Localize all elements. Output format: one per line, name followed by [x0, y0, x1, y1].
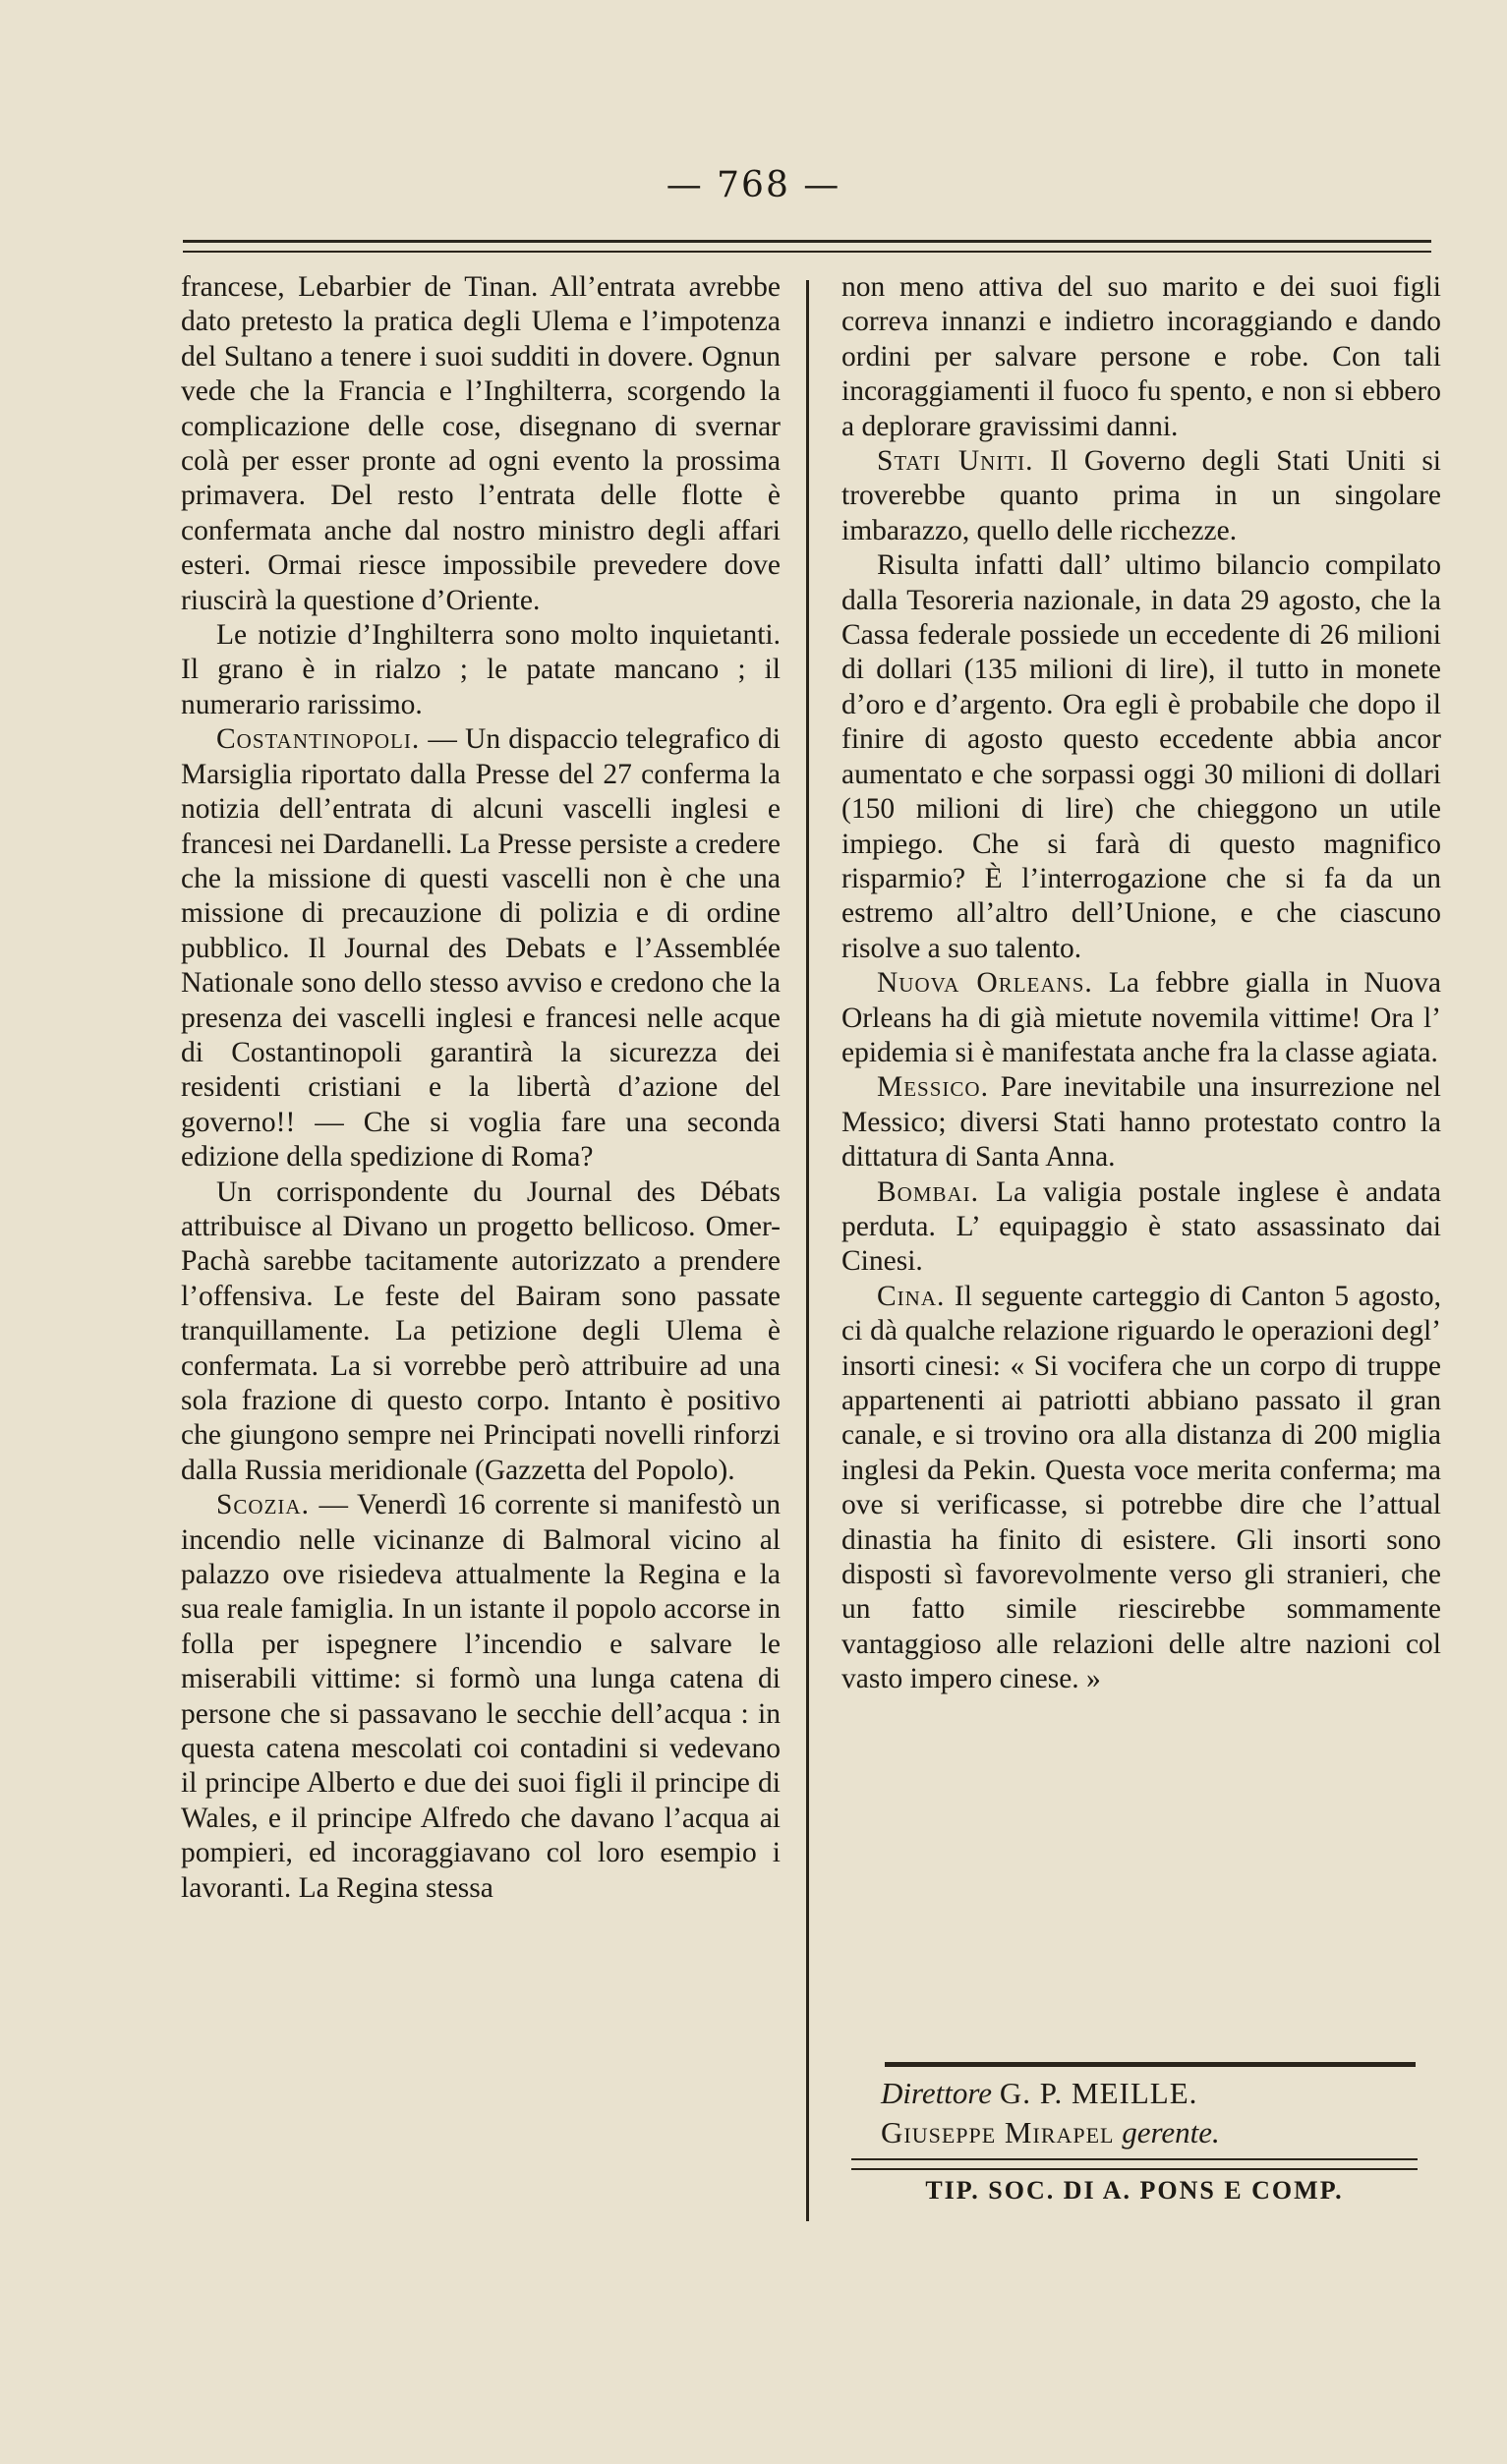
- paragraph-text: Le notizie d’Inghilterra sono molto inquietanti. Il grano è in rialzo ; le patate mancano ; il numerario rarissimo.: [181, 619, 781, 720]
- section-heading: Messico.: [877, 1071, 989, 1104]
- right-column: [841, 270, 1441, 1697]
- director-line: [881, 2076, 1197, 2111]
- paragraph-text: Il Governo degli Stati Uniti si troverebbe quanto prima in un singolare imbarazzo, quello delle ricchezze.: [841, 445, 1441, 546]
- director-name: G. P. MEILLE.: [999, 2076, 1198, 2110]
- paragraph-text: Un corrispondente du Journal des Débats attribuisce al Divano un progetto bellicoso. Omer-Pachà sarebbe tacitamente autorizzato a prendere l’offensiva. Le feste del Bairam sono passate tranquillamente. La petizione degli Ulema è confermata. La si vorrebbe però attribuire ad una sola frazione di questo corpo. Intanto è positivo che giungono sempre nei Principati novelli rinforzi dalla Russia meridionale (Gazzetta del Popolo).: [181, 1175, 781, 1486]
- paragraph: [841, 966, 1441, 1070]
- section-heading: Nuova Orleans.: [877, 967, 1093, 1000]
- paragraph-text: francese, Lebarbier de Tinan. All’entrata avrebbe dato pretesto la pratica degli Ulema e l’impotenza del Sultano a tenere i suoi sudditi in dovere. Ognun vede che la Francia e l’Inghilterra, scorgendo la complicazione delle cose, disegnano di svernar colà per esser pronte ad ogni evento la prossima primavera. Del resto l’entrata delle flotte è confermata anche dal nostro ministro degli affari esteri. Ormai riesce impossibile prevedere dove riuscirà la questione d’Oriente.: [181, 271, 781, 616]
- paragraph: [181, 722, 781, 1175]
- paragraph-text: La valigia postale inglese è andata perduta. L’ equipaggio è stato assassinato dai Cinesi.: [841, 1175, 1441, 1278]
- paragraph-text: Il seguente carteggio di Canton 5 agosto, ci dà qualche relazione riguardo le operazioni degl’ insorti cinesi: « Si vocifera che un corpo di truppe appartenenti ai patriotti abbiano passato il gran canale, e si trovino ora alla distanza di 200 miglia inglesi da Pekin. Questa voce merita conferma; ma ove si verificasse, si potrebbe dire che l’attual dinastia ha finito di esistere. Gli insorti sono disposti sì favorevolmente verso gli stranieri, che un fatto simile riescirebbe sommamente vantaggioso alle relazioni delle altre nazioni col vasto impero cinese. »: [841, 1280, 1441, 1695]
- paragraph-text: — Venerdì 16 corrente si manifestò un incendio nelle vicinanze di Balmoral vicino al palazzo ove risiedeva attualmente la Regina e la sua reale famiglia. In un istante il popolo accorse in folla per ispegnere l’incendio e salvare le miserabili vittime: si formò una lunga catena di persone che si passavano le secchie dell’acqua : in questa catena mescolati coi contadini si vedevano il principe Alberto e due dei suoi figli il principe di Wales, e il principe Alfredo che davano l’acqua ai pompieri, ed incoraggiavano col loro esempio i lavoranti. La Regina stessa: [181, 1489, 781, 1904]
- paragraph: [841, 1070, 1441, 1175]
- paragraph-text: Pare inevitabile una insurrezione nel Messico; diversi Stati hanno protestato contro la dittatura di Santa Anna.: [841, 1071, 1441, 1174]
- paragraph-text: La febbre gialla in Nuova Orleans ha di già mietute novemila vittime! Ora l’ epidemia si è manifestata anche fra la classe agiata.: [841, 967, 1441, 1068]
- page-number: — 768 —: [666, 165, 841, 205]
- paragraph: [841, 1280, 1441, 1697]
- header-rule: [183, 240, 1431, 253]
- manager-name: Giuseppe Mirapel: [881, 2115, 1115, 2149]
- paragraph: [841, 548, 1441, 966]
- section-heading: Stati Uniti.: [877, 445, 1034, 478]
- paragraph: [841, 1175, 1441, 1280]
- section-heading: Scozia.: [216, 1489, 310, 1521]
- section-heading: Cina.: [877, 1280, 946, 1312]
- continued-paragraph: [181, 270, 781, 618]
- manager-line: [881, 2115, 1220, 2150]
- paragraph: [841, 444, 1441, 548]
- printer-imprint: TIP. SOC. DI A. PONS E COMP.: [925, 2176, 1344, 2205]
- left-column: [181, 270, 781, 1906]
- paragraph: [181, 1175, 781, 1489]
- paragraph-text: Risulta infatti dall’ ultimo bilancio compilato dalla Tesoreria nazionale, in data 29 agosto, che la Cassa federale possiede un eccedente di 26 milioni di dollari (135 milioni di lire), il tutto in monete d’oro e d’argento. Ora egli è probabile che dopo il finire di agosto questo eccedente abbia ancor aumentato e che sorpassi oggi 30 milioni di dollari (150 milioni di lire) che chieggono un utile impiego. Che si farà di questo magnifico risparmio? È l’interrogazione che si fa da un estremo all’altro dell’Unione, e che ciascuno risolve a suo talento.: [841, 549, 1441, 964]
- director-label: Direttore: [881, 2076, 993, 2110]
- manager-label: gerente.: [1122, 2115, 1220, 2149]
- paragraph: [181, 1488, 781, 1906]
- section-heading: Costantinopoli.: [216, 723, 421, 756]
- signature-rule: [885, 2062, 1416, 2067]
- paragraph: [181, 618, 781, 722]
- footer-rule: [851, 2158, 1418, 2170]
- section-heading: Bombai.: [877, 1175, 980, 1208]
- continued-paragraph: [841, 270, 1441, 444]
- column-divider: [806, 280, 809, 2221]
- paragraph-text: non meno attiva del suo marito e dei suoi figli correva innanzi e indietro incoraggiando e dando ordini per salvare persone e robe. Con tali incoraggiamenti il fuoco fu spento, e non si ebbero a deplorare gravissimi danni.: [841, 271, 1441, 442]
- paragraph-text: — Un dispaccio telegrafico di Marsiglia riportato dalla Presse del 27 conferma la notizia dell’entrata di alcuni vascelli inglesi e francesi nei Dardanelli. La Presse persiste a credere che la missione di questi vascelli non è che una missione di precauzione di polizia e di ordine pubblico. Il Journal des Debats e l’Assemblée Nationale sono dello stesso avviso e credono che la presenza dei vascelli inglesi e francesi nelle acque di Costantinopoli garantirà la sicurezza dei residenti cristiani e la libertà d’azione del governo!! — Che si voglia fare una seconda edizione della spedizione di Roma?: [181, 723, 781, 1174]
